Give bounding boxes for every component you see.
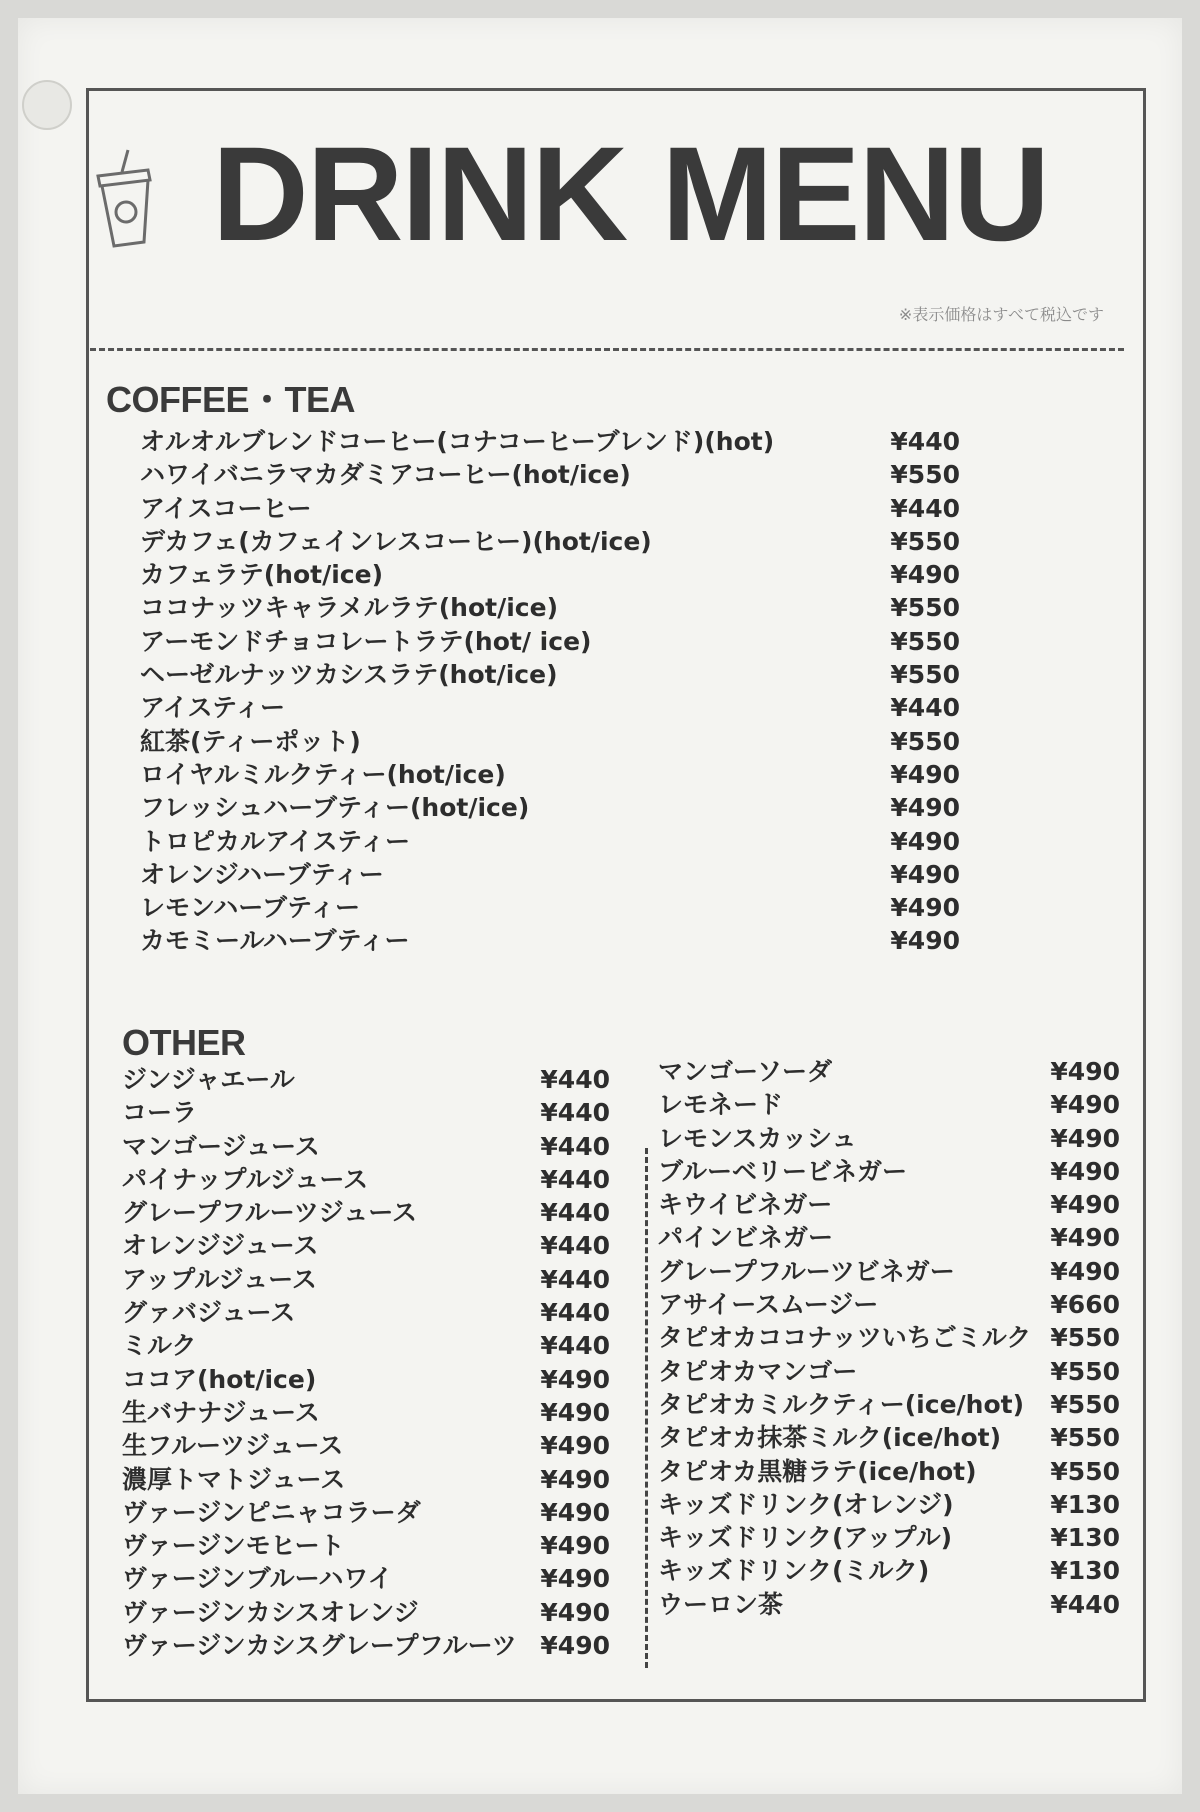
item-price: ¥490 bbox=[890, 793, 960, 823]
item-price: ¥490 bbox=[890, 926, 960, 956]
item-name: アサイースムージー bbox=[658, 1290, 879, 1320]
item-name: ヘーゼルナッツカシスラテ(hot/ice) bbox=[140, 660, 558, 690]
other-item bbox=[658, 1554, 1120, 1587]
item-price: ¥550 bbox=[1050, 1423, 1120, 1453]
item-name: パインビネガー bbox=[658, 1223, 834, 1253]
item-price: ¥550 bbox=[890, 660, 960, 690]
item-name: キッズドリンク(ミルク) bbox=[658, 1556, 930, 1586]
item-name: キッズドリンク(アップル) bbox=[658, 1523, 953, 1553]
item-name: ハワイバニラマカダミアコーヒー(hot/ice) bbox=[140, 460, 631, 490]
coffee-tea-item bbox=[140, 791, 960, 824]
item-name: キウイビネガー bbox=[658, 1190, 833, 1220]
coffee-tea-item bbox=[140, 625, 960, 658]
item-price: ¥490 bbox=[1050, 1190, 1120, 1220]
other-item bbox=[122, 1163, 610, 1196]
other-item bbox=[658, 1355, 1120, 1388]
item-name: タピオカ抹茶ミルク(ice/hot) bbox=[658, 1423, 1002, 1453]
other-item bbox=[658, 1321, 1120, 1354]
item-name: マンゴーソーダ bbox=[658, 1057, 833, 1086]
item-name: ミルク bbox=[122, 1331, 197, 1361]
other-item bbox=[658, 1122, 1120, 1155]
other-left-list bbox=[122, 1063, 610, 1662]
item-price: ¥490 bbox=[890, 859, 960, 889]
other-item bbox=[122, 1496, 610, 1529]
other-item bbox=[658, 1521, 1120, 1554]
coffee-tea-item bbox=[140, 425, 960, 458]
item-name: アーモンドチョコレートラテ(hot/ ice) bbox=[140, 626, 592, 656]
item-name: グレープフルーツビネガー bbox=[658, 1256, 955, 1286]
item-price: ¥440 bbox=[540, 1198, 610, 1228]
item-price: ¥490 bbox=[1050, 1090, 1120, 1120]
item-price: ¥440 bbox=[540, 1065, 610, 1094]
item-price: ¥490 bbox=[540, 1631, 610, 1661]
other-item bbox=[122, 1263, 610, 1296]
item-name: マンゴージュース bbox=[122, 1131, 320, 1161]
other-item bbox=[122, 1196, 610, 1229]
other-item bbox=[122, 1229, 610, 1262]
item-price: ¥490 bbox=[540, 1364, 610, 1394]
item-price: ¥490 bbox=[890, 759, 960, 789]
coffee-tea-item bbox=[140, 558, 960, 591]
item-price: ¥440 bbox=[890, 693, 960, 723]
item-price: ¥550 bbox=[1050, 1389, 1120, 1419]
item-name: ヴァージンブルーハワイ bbox=[122, 1564, 393, 1594]
item-price: ¥440 bbox=[540, 1231, 610, 1261]
item-name: ヴァージンカシスグレープフルーツ bbox=[122, 1631, 517, 1661]
item-price: ¥490 bbox=[540, 1464, 610, 1494]
item-name: パイナップルジュース bbox=[122, 1164, 369, 1194]
other-item bbox=[658, 1155, 1120, 1188]
item-price: ¥440 bbox=[540, 1298, 610, 1328]
item-name: タピオカミルクティー(ice/hot) bbox=[658, 1389, 1025, 1419]
item-price: ¥130 bbox=[1050, 1556, 1120, 1586]
item-price: ¥550 bbox=[890, 526, 960, 556]
item-name: ブルーベリービネガー bbox=[658, 1156, 908, 1186]
item-price: ¥440 bbox=[1050, 1589, 1120, 1619]
item-price: ¥490 bbox=[890, 826, 960, 856]
other-item bbox=[122, 1562, 610, 1595]
column-divider bbox=[645, 1148, 648, 1668]
other-item bbox=[658, 1288, 1120, 1321]
other-item bbox=[658, 1588, 1120, 1621]
other-item bbox=[658, 1455, 1120, 1488]
coffee-tea-item bbox=[140, 924, 960, 957]
item-price: ¥490 bbox=[540, 1531, 610, 1561]
item-price: ¥550 bbox=[1050, 1456, 1120, 1486]
other-item bbox=[658, 1421, 1120, 1454]
item-price: ¥440 bbox=[540, 1131, 610, 1161]
item-price: ¥440 bbox=[540, 1098, 610, 1128]
item-price: ¥490 bbox=[890, 560, 960, 590]
item-name: グレープフルーツジュース bbox=[122, 1198, 418, 1228]
item-name: 生バナナジュース bbox=[122, 1397, 320, 1427]
other-item bbox=[658, 1188, 1120, 1221]
item-price: ¥490 bbox=[1050, 1057, 1120, 1086]
item-name: アイスコーヒー bbox=[140, 493, 312, 523]
item-name: ココナッツキャラメルラテ(hot/ice) bbox=[140, 593, 559, 623]
item-name: タピオカココナッツいちごミルク bbox=[658, 1323, 1032, 1353]
item-price: ¥440 bbox=[540, 1164, 610, 1194]
other-item bbox=[122, 1396, 610, 1429]
item-price: ¥490 bbox=[890, 893, 960, 923]
item-name: ロイヤルミルクティー(hot/ice) bbox=[140, 759, 506, 789]
other-item bbox=[122, 1329, 610, 1362]
other-item bbox=[658, 1388, 1120, 1421]
item-name: タピオカマンゴー bbox=[658, 1356, 858, 1386]
other-item bbox=[122, 1463, 610, 1496]
other-item bbox=[122, 1363, 610, 1396]
item-name: ヴァージンモヒート bbox=[122, 1531, 345, 1561]
item-name: フレッシュハーブティー(hot/ice) bbox=[140, 793, 530, 823]
item-name: オルオルブレンドコーヒー(コナコーヒーブレンド)(hot) bbox=[140, 427, 775, 456]
coffee-tea-list bbox=[140, 425, 960, 958]
item-name: コーラ bbox=[122, 1098, 198, 1128]
coffee-tea-item bbox=[140, 691, 960, 724]
other-item bbox=[658, 1488, 1120, 1521]
item-name: オレンジジュース bbox=[122, 1231, 319, 1261]
item-name: キッズドリンク(オレンジ) bbox=[658, 1489, 954, 1519]
item-name: ウーロン茶 bbox=[658, 1589, 784, 1619]
section-heading-other: OTHER bbox=[122, 1022, 246, 1063]
tax-note: ※表示価格はすべて税込です bbox=[898, 305, 1104, 324]
item-name: 生フルーツジュース bbox=[122, 1431, 344, 1461]
item-price: ¥490 bbox=[1050, 1256, 1120, 1286]
item-price: ¥550 bbox=[1050, 1356, 1120, 1386]
item-price: ¥490 bbox=[540, 1431, 610, 1461]
item-price: ¥550 bbox=[890, 726, 960, 756]
other-item bbox=[122, 1529, 610, 1562]
page-title: DRINK MENU bbox=[211, 120, 1049, 269]
item-name: レモンハーブティー bbox=[140, 893, 361, 923]
other-right-list bbox=[658, 1055, 1120, 1621]
other-item bbox=[122, 1596, 610, 1629]
coffee-tea-item bbox=[140, 591, 960, 624]
other-item bbox=[122, 1429, 610, 1462]
item-price: ¥550 bbox=[890, 593, 960, 623]
item-name: 紅茶(ティーポット) bbox=[140, 726, 361, 756]
item-price: ¥130 bbox=[1050, 1489, 1120, 1519]
item-name: ココア(hot/ice) bbox=[122, 1364, 317, 1394]
item-price: ¥550 bbox=[1050, 1323, 1120, 1353]
item-price: ¥130 bbox=[1050, 1523, 1120, 1553]
coffee-tea-item bbox=[140, 492, 960, 525]
other-item bbox=[658, 1088, 1120, 1121]
item-price: ¥490 bbox=[1050, 1123, 1120, 1153]
item-name: レモネード bbox=[658, 1090, 784, 1120]
item-price: ¥490 bbox=[1050, 1223, 1120, 1253]
item-price: ¥490 bbox=[540, 1597, 610, 1627]
coffee-tea-item bbox=[140, 458, 960, 491]
coffee-tea-item bbox=[140, 758, 960, 791]
coffee-tea-item bbox=[140, 891, 960, 924]
other-item bbox=[122, 1096, 610, 1129]
other-item bbox=[122, 1629, 610, 1662]
item-price: ¥660 bbox=[1050, 1290, 1120, 1320]
item-price: ¥490 bbox=[540, 1564, 610, 1594]
other-item bbox=[122, 1130, 610, 1163]
item-name: トロピカルアイスティー bbox=[140, 826, 411, 856]
item-name: タピオカ黒糖ラテ(ice/hot) bbox=[658, 1456, 977, 1486]
item-price: ¥490 bbox=[540, 1397, 610, 1427]
item-name: カモミールハーブティー bbox=[140, 926, 410, 956]
item-price: ¥490 bbox=[540, 1497, 610, 1527]
item-name: ヴァージンカシスオレンジ bbox=[122, 1597, 419, 1627]
other-item bbox=[658, 1055, 1120, 1088]
coffee-tea-item bbox=[140, 825, 960, 858]
other-item bbox=[658, 1221, 1120, 1254]
other-item bbox=[658, 1255, 1120, 1288]
item-price: ¥550 bbox=[890, 460, 960, 490]
coffee-tea-item bbox=[140, 858, 960, 891]
item-name: ヴァージンピニャコラーダ bbox=[122, 1497, 421, 1527]
section-heading-coffee-tea: COFFEE・TEA bbox=[106, 379, 356, 420]
item-price: ¥440 bbox=[540, 1331, 610, 1361]
item-price: ¥550 bbox=[890, 626, 960, 656]
coffee-tea-item bbox=[140, 658, 960, 691]
item-name: アイスティー bbox=[140, 693, 286, 723]
item-name: カフェラテ(hot/ice) bbox=[140, 560, 384, 590]
coffee-tea-item bbox=[140, 725, 960, 758]
item-name: オレンジハーブティー bbox=[140, 859, 384, 889]
item-name: レモンスカッシュ bbox=[658, 1123, 857, 1153]
item-price: ¥440 bbox=[890, 427, 960, 456]
item-name: アップルジュース bbox=[122, 1264, 317, 1294]
dashed-divider bbox=[90, 348, 1124, 351]
item-price: ¥440 bbox=[540, 1264, 610, 1294]
other-item bbox=[122, 1296, 610, 1329]
coffee-tea-item bbox=[140, 525, 960, 558]
item-name: 濃厚トマトジュース bbox=[122, 1464, 346, 1494]
other-item bbox=[122, 1063, 610, 1096]
item-name: デカフェ(カフェインレスコーヒー)(hot/ice) bbox=[140, 526, 652, 556]
item-price: ¥490 bbox=[1050, 1156, 1120, 1186]
item-name: グァバジュース bbox=[122, 1298, 296, 1328]
item-name: ジンジャエール bbox=[122, 1065, 295, 1094]
item-price: ¥440 bbox=[890, 493, 960, 523]
